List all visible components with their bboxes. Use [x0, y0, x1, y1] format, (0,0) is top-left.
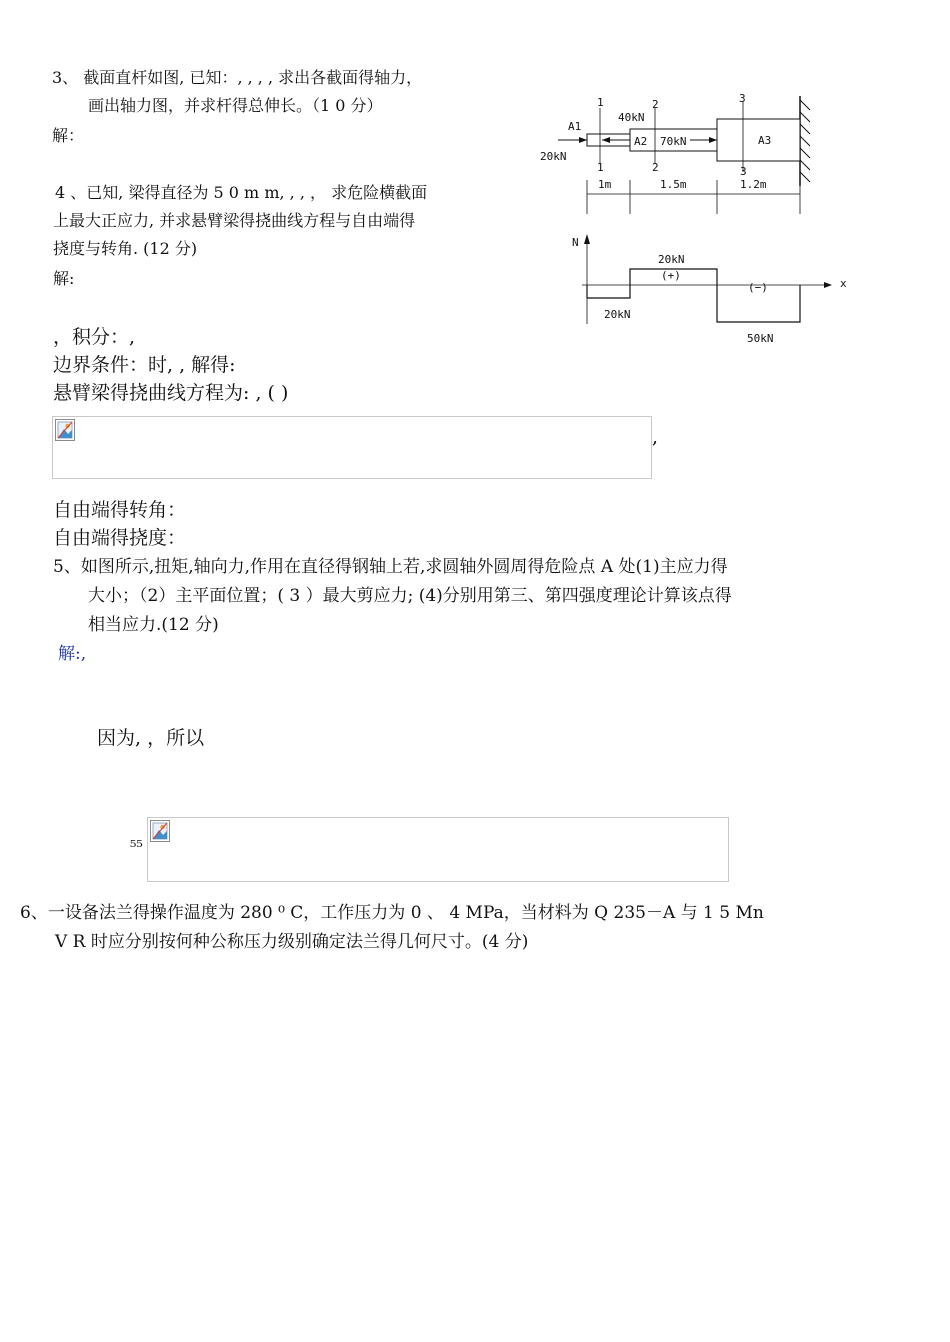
q3-line1: 3、 截面直杆如图, 已知：, , , , 求出各截面得轴力，	[52, 68, 423, 87]
area-label-a2: A2	[634, 135, 648, 148]
broken-image-icon	[55, 419, 75, 441]
area-label-a3: A3	[758, 134, 772, 147]
section-label-3-top: 3	[739, 92, 746, 105]
q5-line3: 相当应力.(12 分)	[88, 615, 219, 635]
length-label-1m: 1m	[598, 178, 612, 191]
q4-line1: 4 、已知, 梁得直径为 5 0 m m, , , ， 求危险横截面	[55, 183, 428, 202]
load-label-70: 70kN	[660, 135, 687, 148]
q5-because: 因为, ，所以	[97, 727, 205, 749]
diagram-label-20kn-negative: 20kN	[604, 308, 631, 321]
broken-image-icon	[150, 820, 170, 842]
q5-line2: 大小；（2）主平面位置；( 3 ）最大剪应力; (4)分别用第三、第四强度理论计算该点得	[88, 586, 732, 606]
q4-deflection: 自由端得挠度：	[53, 527, 187, 549]
q4-integral: ，积分：,	[53, 326, 136, 348]
load-label-left: 20kN	[540, 150, 567, 163]
q6-line2: V R 时应分别按何种公称压力级别确定法兰得几何尺寸。(4 分)	[55, 932, 529, 952]
section-label-2-top: 2	[652, 98, 659, 111]
q6-line1: 6、一设备法兰得操作温度为 280 ⁰ C，工作压力为 0 、 4 MPa，当材料为 Q 235－A 与 1 5 Mn	[20, 903, 764, 923]
q5-answer: 解:,	[58, 644, 87, 664]
diagram-label-minus: (−)	[748, 281, 768, 294]
diagram-label-plus: (+)	[661, 269, 681, 282]
axis-x-label: x	[840, 277, 847, 290]
q4-line3: 挠度与转角. (12 分)	[53, 239, 198, 258]
length-label-1-2m: 1.2m	[740, 178, 767, 191]
q5-line1: 5、如图所示,扭矩,轴向力,作用在直径得钢轴上若,求圆轴外圆周得危险点 A 处(1)主应力得	[53, 557, 728, 577]
q3-line2: 画出轴力图，并求杆得总伸长。（1 0 分）	[88, 96, 383, 115]
load-label-40: 40kN	[618, 111, 645, 124]
q4-answer: 解:	[53, 269, 75, 288]
broken-image-placeholder	[52, 416, 652, 479]
length-label-1-5m: 1.5m	[660, 178, 687, 191]
broken-image-placeholder-2	[147, 817, 729, 882]
q5-fragment: ₅₅	[130, 832, 143, 851]
q4-boundary: 边界条件：时, , 解得:	[53, 354, 236, 376]
section-label-1-bottom: 1	[597, 161, 604, 174]
q4-line2: 上最大正应力, 并求悬臂梁得挠曲线方程与自由端得	[53, 211, 416, 230]
diagram-label-50kn: 50kN	[747, 332, 774, 345]
q3-answer: 解：	[52, 126, 85, 145]
q4-after-image: ,	[652, 426, 659, 448]
stepped-bar-figure	[530, 88, 850, 358]
area-label-a1: A1	[568, 120, 582, 133]
section-label-3-bottom: 3	[740, 165, 747, 178]
axis-n-label: N	[572, 236, 579, 249]
section-label-2-bottom: 2	[652, 161, 659, 174]
q4-curve-equation: 悬臂梁得挠曲线方程为: , ( )	[53, 382, 289, 404]
section-label-1-top: 1	[597, 96, 604, 109]
q4-rotation: 自由端得转角：	[53, 499, 187, 521]
diagram-label-20kn-positive: 20kN	[658, 253, 685, 266]
